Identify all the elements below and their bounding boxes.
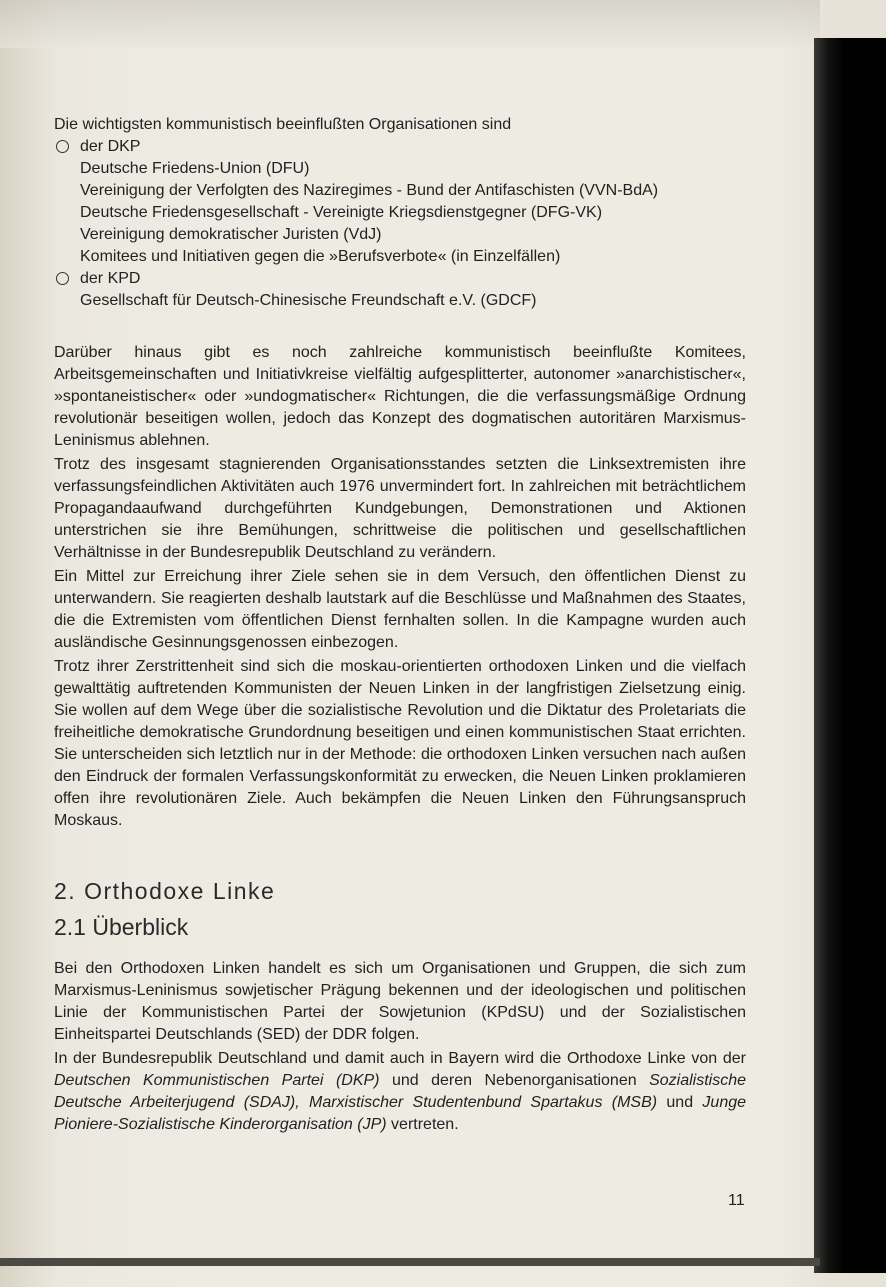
intro-text: Die wichtigsten kommunistisch beeinflußten Organisationen sind bbox=[54, 116, 512, 133]
text-run: und bbox=[657, 1094, 703, 1111]
paragraph: Bei den Orthodoxen Linken handelt es sich um Organisationen und Gruppen, die sich zum Marxismus-Leninismus sowjetischer Prägung bekennen und der ideologischen und politischen Linie der Kommunistischen Partei der Sowjetunion (KPdSU) und der Sozialistischen Einheitspartei Deutschlands (SED) der DDR folgen. bbox=[54, 960, 746, 1043]
page-number: 11 bbox=[728, 1192, 745, 1209]
body-paragraphs bbox=[54, 342, 746, 832]
subsection-heading: 2.1 Überblick bbox=[54, 914, 189, 940]
top-edge-shadow bbox=[0, 0, 820, 48]
text-run: In der Bundesrepublik Deutschland und damit auch in Bayern wird die Orthodoxe Linke von der bbox=[54, 1050, 746, 1067]
paragraph-with-italics bbox=[54, 1048, 746, 1136]
list-item: Deutsche Friedensgesellschaft - Vereinigte Kriegsdienstgegner (DFG-VK) bbox=[80, 204, 603, 221]
circle-bullet-icon bbox=[56, 272, 69, 285]
italic-org-name: Sozialistische Deutsche Arbeiterjugend (SDAJ), Marxistischer Studentenbund Spartakus (MSB) bbox=[54, 1072, 747, 1111]
text-run: und deren Nebenorganisationen bbox=[379, 1072, 650, 1089]
org-group-kpd bbox=[54, 268, 746, 290]
org-group-label: der DKP bbox=[80, 138, 141, 155]
paragraph: Darüber hinaus gibt es noch zahlreiche kommunistisch beeinflußte Komitees, Arbeitsgemeinschaften und Initiativkreise vielfältig aufgesplitterter, autonomer »anarchistischer«, »spontaneistischer« oder »undogmatischer« Richtungen, die die verfassungsmäßige Ordnung revolutionär beseitigen wollen, jedoch das Konzept des dogmatischen autoritären Marxismus-Leninismus ablehnen. bbox=[54, 344, 746, 449]
circle-bullet-icon bbox=[56, 140, 69, 153]
list-item: Vereinigung demokratischer Juristen (VdJ) bbox=[80, 226, 382, 243]
italic-org-name: Deutschen Kommunistischen Partei (DKP) bbox=[54, 1072, 380, 1089]
paragraph: Trotz des insgesamt stagnierenden Organisationsstandes setzten die Linksextremisten ihre verfassungsfeindlichen Aktivitäten auch 1976 unvermindert fort. In zahlreichen mit beträchtlichem Propagandaaufwand durchgeführten Kundgebungen, Demonstrationen und Aktionen unterstrichen sie ihre Bemühungen, schrittweise die politischen und gesellschaftlichen Verhältnisse in der Bundesrepublik Deutschland zu verändern. bbox=[54, 456, 746, 561]
list-item: Komitees und Initiativen gegen die »Berufsverbote« (in Einzelfällen) bbox=[80, 248, 561, 265]
list-item: Vereinigung der Verfolgten des Naziregimes - Bund der Antifaschisten (VVN-BdA) bbox=[80, 182, 659, 199]
scan-binding-edge bbox=[814, 38, 886, 1273]
text-run: vertreten. bbox=[386, 1116, 459, 1133]
list-item: Deutsche Friedens-Union (DFU) bbox=[80, 160, 310, 177]
section-heading: 2. Orthodoxe Linke bbox=[54, 878, 276, 904]
paragraph: Ein Mittel zur Erreichung ihrer Ziele sehen sie in dem Versuch, den öffentlichen Dienst zu unterwandern. Sie reagierten deshalb lautstark auf die Beschlüsse und Maßnahmen des Staates, die die Extremisten vom öffentlichen Dienst fernhalten sollen. In die Kampagne wurden auch ausländische Gesinnungsgenossen einbezogen. bbox=[54, 568, 746, 651]
scan-bottom-edge bbox=[0, 1258, 820, 1266]
organization-list bbox=[54, 136, 746, 312]
page-content bbox=[54, 114, 746, 1138]
list-item: Gesellschaft für Deutsch-Chinesische Freundschaft e.V. (GDCF) bbox=[80, 292, 537, 309]
org-group-label: der KPD bbox=[80, 270, 141, 287]
org-group-dkp bbox=[54, 136, 746, 158]
italic-org-name: Junge Pioniere-Sozialistische Kinderorganisation (JP) bbox=[54, 1094, 747, 1133]
paragraph: Trotz ihrer Zerstrittenheit sind sich die moskau-orientierten orthodoxen Linken und die vielfach gewalttätig auftretenden Kommunisten der Neuen Linken in der langfristigen Zielsetzung einig. Sie wollen auf dem Wege über die sozialistische Revolution und die Diktatur des Proletariats die freiheitliche demokratische Grundordnung beseitigen und einen kommunistischen Staat errichten. Sie unterscheiden sich letztlich nur in der Methode: die orthodoxen Linken versuchen nach außen den Eindruck der formalen Verfassungskonformität zu erwecken, die Neuen Linken proklamieren offen ihre revolutionären Ziele. Auch bekämpfen die Neuen Linken den Führungsanspruch Moskaus. bbox=[54, 658, 746, 829]
